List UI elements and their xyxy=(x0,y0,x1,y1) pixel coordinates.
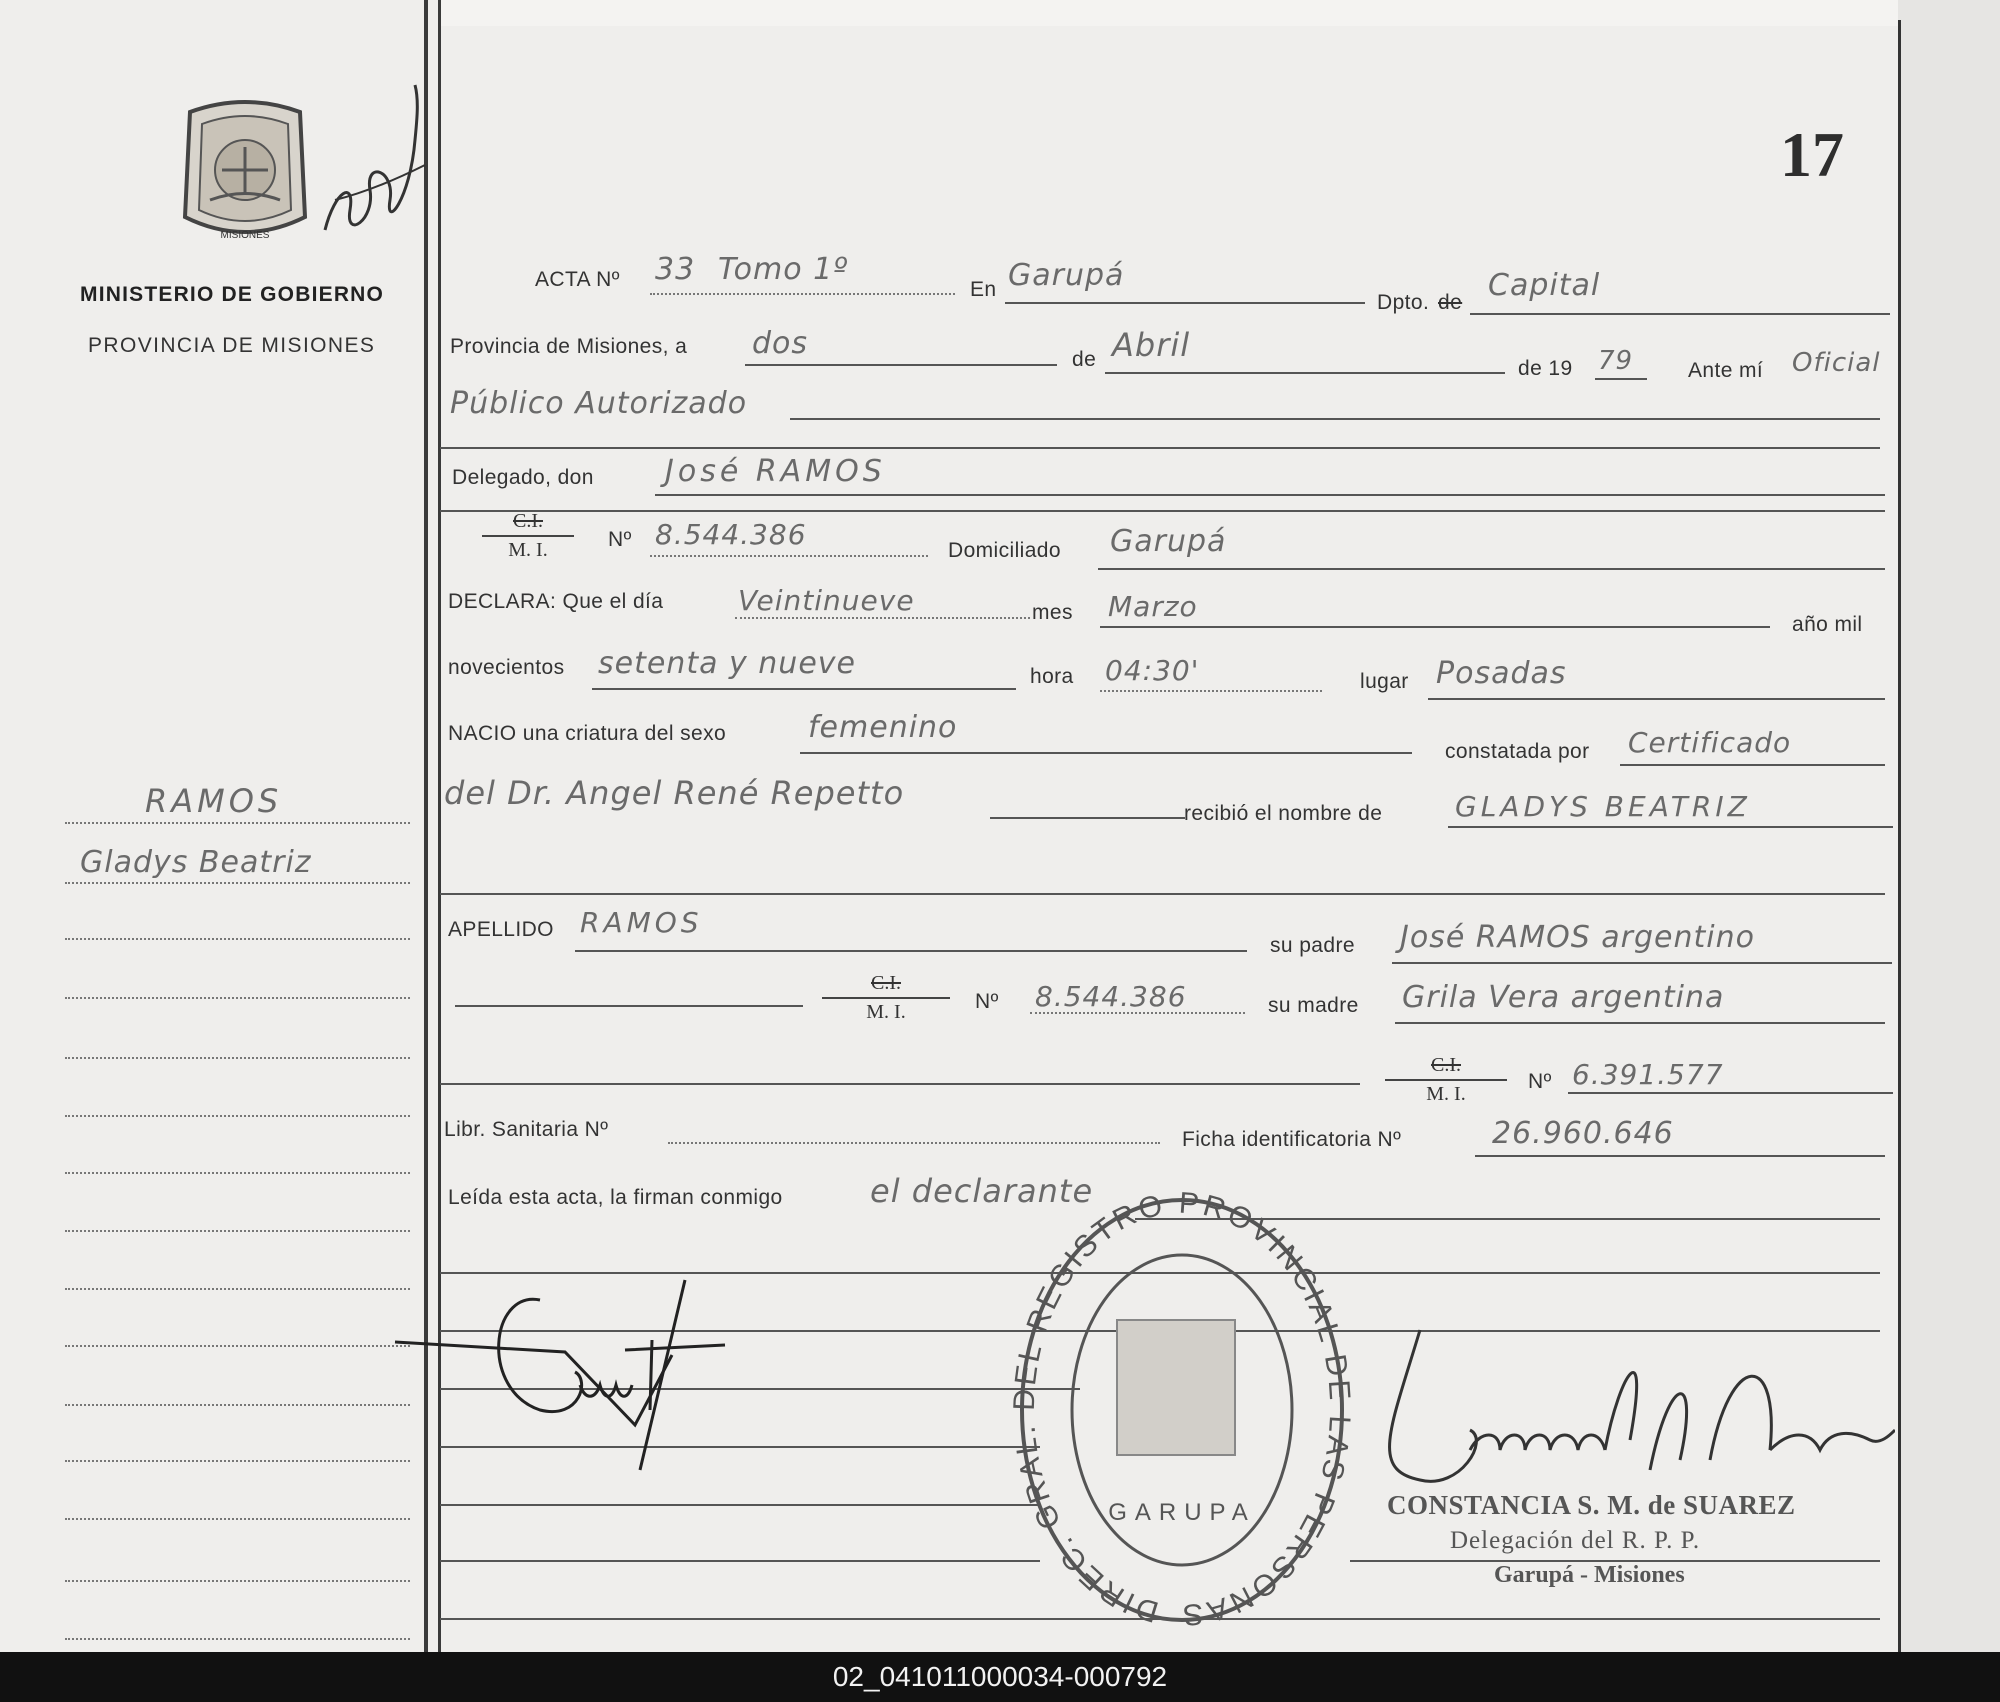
en-value: Garupá xyxy=(1008,258,1125,293)
declara-label: DECLARA: Que el día xyxy=(448,590,664,613)
delegado-label: Delegado, don xyxy=(452,466,594,489)
day-value: dos xyxy=(752,326,809,361)
province-heading: PROVINCIA DE MISIONES xyxy=(88,334,376,357)
registry-stamp xyxy=(1012,1190,1352,1630)
hora-value: 04:30' xyxy=(1105,654,1200,687)
ministry-heading: MINISTERIO DE GOBIERNO xyxy=(80,283,385,306)
constatada-value: Certificado xyxy=(1628,726,1792,759)
mother-no-label: Nº xyxy=(1528,1070,1552,1093)
mes-value: Marzo xyxy=(1108,590,1198,623)
hora-label: hora xyxy=(1030,665,1074,688)
stamp-ring-text: DIREC. GRAL EL REGISTRO PROVINCIAL D AS PERSONAS xyxy=(1012,1190,1352,1630)
mes-label: mes xyxy=(1032,601,1073,624)
dpto-struck: de xyxy=(1438,291,1463,314)
month-value: Abril xyxy=(1112,326,1191,364)
constatada-label: constatada por xyxy=(1445,740,1590,763)
right-page-edge xyxy=(1898,0,2000,1652)
tomo-value: Tomo 1º xyxy=(718,252,849,287)
dpto-label: Dpto. xyxy=(1377,291,1430,314)
domiciliado-value: Garupá xyxy=(1110,524,1227,559)
constatada-value-2: del Dr. Angel René Repetto xyxy=(444,774,905,812)
acta-label: ACTA Nº xyxy=(535,268,620,291)
mother-doc-type: C.I. M. I. xyxy=(1385,1054,1507,1106)
father-doc-number: 8.544.386 xyxy=(1035,980,1187,1013)
file-caption: 02_041011000034-000792 xyxy=(0,1652,2000,1702)
margin-surname: RAMOS xyxy=(145,782,283,820)
en-label: En xyxy=(970,278,997,301)
libr-sanitaria-label: Libr. Sanitaria Nº xyxy=(444,1118,609,1141)
apellido-label: APELLIDO xyxy=(448,918,554,941)
father-no-label: Nº xyxy=(975,990,999,1013)
declarant-doc-type xyxy=(482,510,574,562)
mother-doc-number: 6.391.577 xyxy=(1572,1058,1724,1091)
novecientos-label: novecientos xyxy=(448,656,565,679)
leida-label: Leída esta acta, la firman conmigo xyxy=(448,1186,783,1209)
padre-value: José RAMOS argentino xyxy=(1400,920,1755,955)
ante-value-2: Público Autorizado xyxy=(450,386,748,421)
year-label: de 19 xyxy=(1518,357,1573,380)
ficha-value: 26.960.646 xyxy=(1492,1116,1674,1151)
provincia-label: Provincia de Misiones, a xyxy=(450,335,688,358)
leida-value: el declarante xyxy=(870,1172,1094,1210)
lugar-value: Posadas xyxy=(1436,656,1567,691)
page-number: 17 xyxy=(1780,119,1844,190)
declarant-doc-number: 8.544.386 xyxy=(655,518,807,551)
provincial-seal xyxy=(170,92,320,252)
madre-label: su madre xyxy=(1268,994,1359,1017)
ante-value: Oficial xyxy=(1792,348,1881,378)
dia-value: Veintinueve xyxy=(738,584,915,617)
padre-label: su padre xyxy=(1270,934,1355,957)
declarant-signature xyxy=(390,1260,790,1490)
ficha-label: Ficha identificatoria Nº xyxy=(1182,1128,1402,1151)
officer-signature xyxy=(1350,1310,1895,1500)
stamp-inner-text: GARUPA xyxy=(1108,1499,1256,1526)
margin-signature xyxy=(315,80,435,250)
year-value: 79 xyxy=(1598,346,1634,376)
madre-value: Grila Vera argentina xyxy=(1402,980,1725,1015)
recibio-label: recibió el nombre de xyxy=(1184,802,1383,825)
domiciliado-label: Domiciliado xyxy=(948,539,1061,562)
nacio-label: NACIO una criatura del sexo xyxy=(448,722,727,745)
lugar-label: lugar xyxy=(1360,670,1409,693)
ante-label: Ante mí xyxy=(1688,359,1764,382)
acta-value: 33 xyxy=(655,252,696,287)
margin-given-names: Gladys Beatriz xyxy=(80,845,312,880)
officer-place: Garupá - Misiones xyxy=(1494,1562,1685,1588)
sexo-value: femenino xyxy=(808,710,958,745)
mi-label: M. I. xyxy=(508,539,548,561)
anio-label: año mil xyxy=(1792,613,1863,636)
nombre-value: GLADYS BEATRIZ xyxy=(1455,790,1751,823)
father-doc-type: C.I. M. I. xyxy=(822,972,950,1024)
ci-label: C.I. xyxy=(513,510,543,532)
officer-title: Delegación del R. P. P. xyxy=(1450,1527,1701,1554)
de-label: de xyxy=(1072,348,1097,371)
officer-name: CONSTANCIA S. M. de SUAREZ xyxy=(1387,1490,1796,1520)
no-label: Nº xyxy=(608,528,632,551)
apellido-value: RAMOS xyxy=(580,906,703,939)
delegado-value: José RAMOS xyxy=(665,454,886,489)
top-margin-band xyxy=(440,0,1898,26)
dpto-value: Capital xyxy=(1488,268,1601,303)
novecientos-value: setenta y nueve xyxy=(598,646,856,681)
seal-top-text: MISIONES xyxy=(220,230,270,241)
